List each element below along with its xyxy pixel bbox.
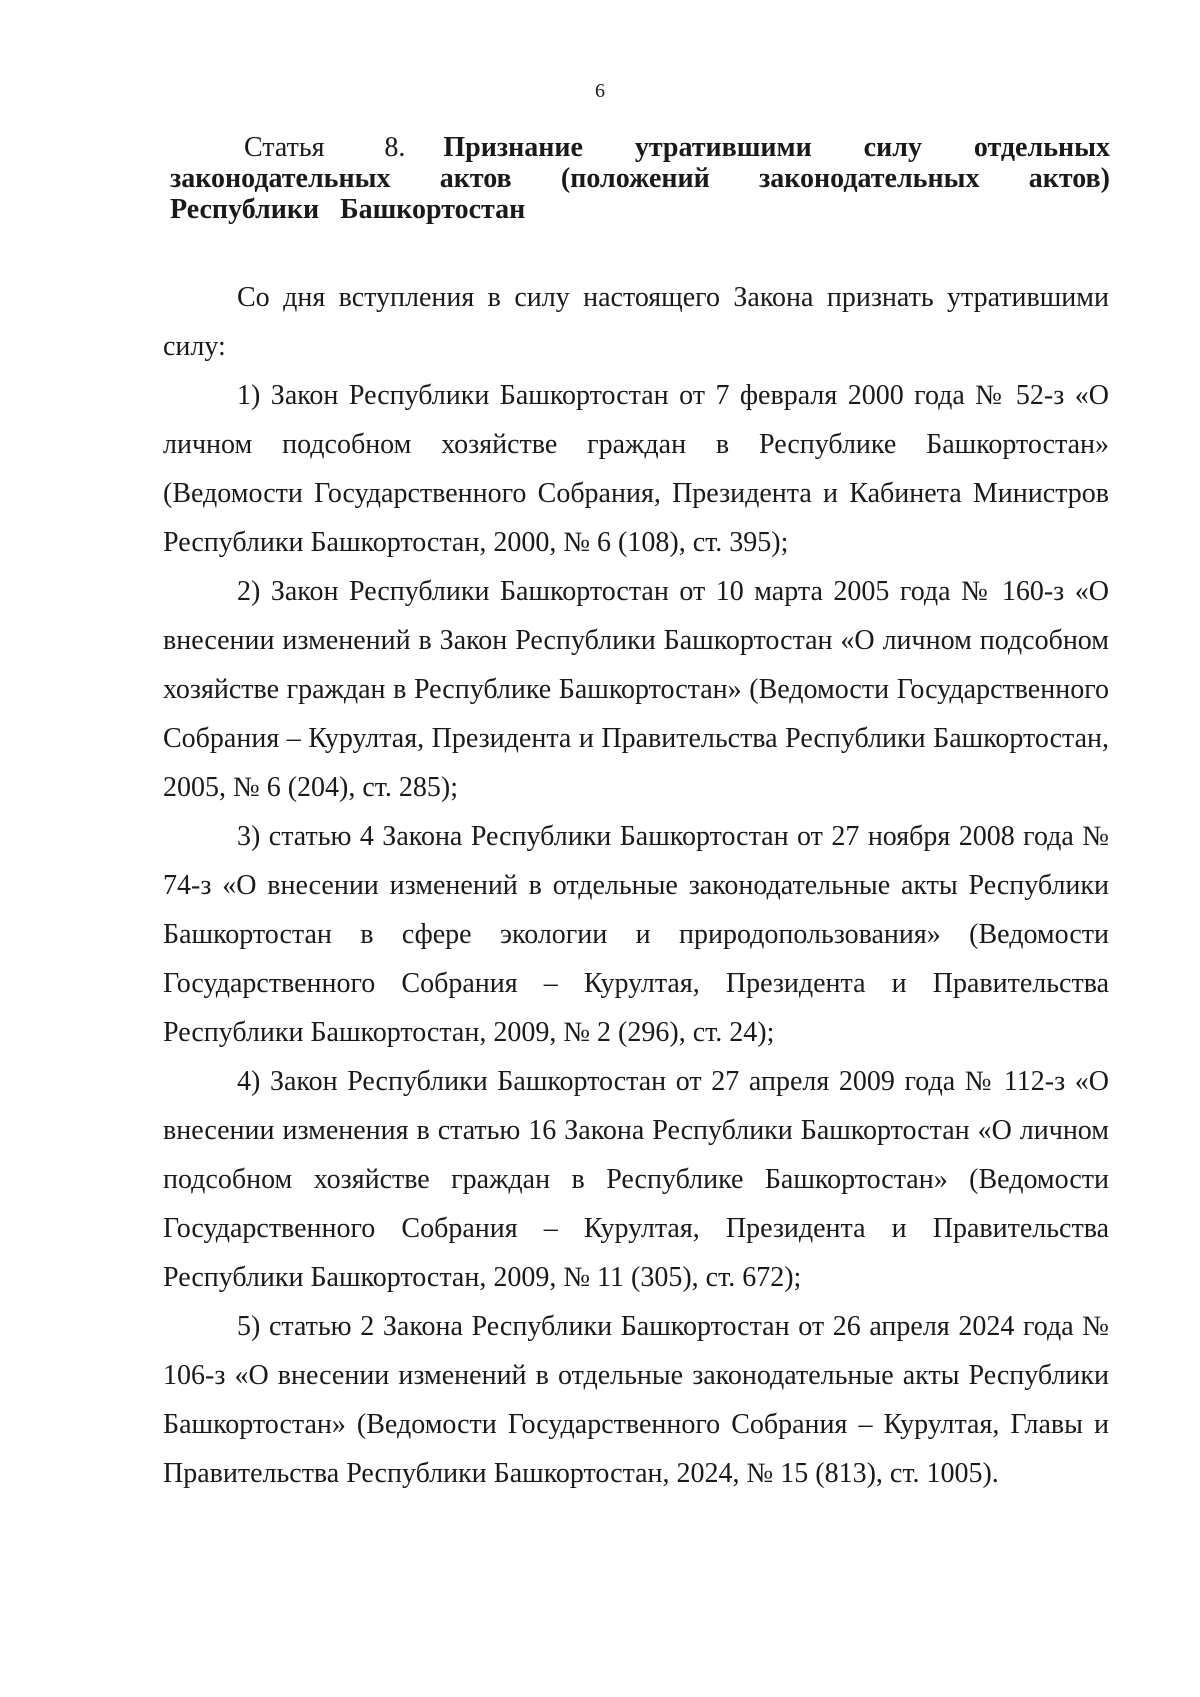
article-body <box>163 273 1109 1498</box>
list-item: 4) Закон Республики Башкортостан от 27 апреля 2009 года № 112-з «О внесении изменения в статью 16 Закона Республики Башкортостан «О личном подсобном хозяйстве граждан в Республике Башкортостан» (Ведомости Государственного Собрания – Курултая, Президента и Правительства Республики Башкортостан, 2009, № 11 (305), ст. 672); <box>163 1066 1109 1293</box>
article-label: Статья 8. <box>244 132 406 163</box>
list-item: 3) статью 4 Закона Республики Башкортостан от 27 ноября 2008 года № 74-з «О внесении изменений в отдельные законодательные акты Республики Башкортостан в сфере экологии и природопользования» (Ведомости Государственного Собрания – Курултая, Президента и Правительства Республики Башкортостан, 2009, № 2 (296), ст. 24); <box>163 821 1109 1048</box>
list-item: 2) Закон Республики Башкортостан от 10 марта 2005 года № 160-з «О внесении изменений в Закон Республики Башкортостан «О личном подсобном хозяйстве граждан в Республике Башкортостан» (Ведомости Государственного Собрания – Курултая, Президента и Правительства Республики Башкортостан, 2005, № 6 (204), ст. 285); <box>163 576 1109 803</box>
article-heading <box>170 132 1110 225</box>
list-item: 5) статью 2 Закона Республики Башкортостан от 26 апреля 2024 года № 106-з «О внесении изменений в отдельные законодательные акты Республики Башкортостан» (Ведомости Государственного Собрания – Курултая, Главы и Правительства Республики Башкортостан, 2024, № 15 (813), ст. 1005). <box>163 1311 1109 1489</box>
list-item: 1) Закон Республики Башкортостан от 7 февраля 2000 года № 52-з «О личном подсобном хозяйстве граждан в Республике Башкортостан» (Ведомости Государственного Собрания, Президента и Кабинета Министров Республики Башкортостан, 2000, № 6 (108), ст. 395); <box>163 380 1109 558</box>
page-number: 6 <box>595 80 605 102</box>
intro-paragraph: Со дня вступления в силу настоящего Закона признать утратившими силу: <box>163 282 1109 362</box>
article-title: Признание утратившими силу отдельных законодательных актов (положений законодательных актов) Республики Башкортостан <box>170 132 1110 225</box>
